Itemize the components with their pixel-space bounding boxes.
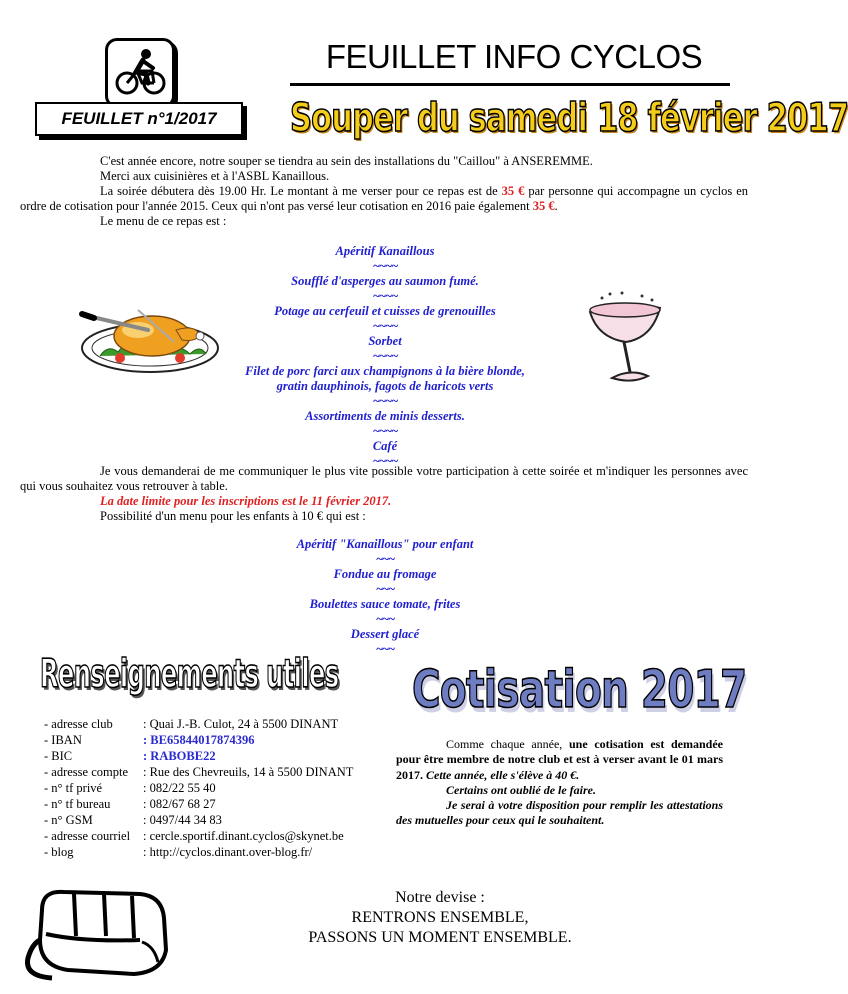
- price-text-b: par personne qui accompagne un cyclos en ordre de cotisation pour l'année 2015. Ceux qui n'ont pas versé leur cotisation en 2016 paie également: [20, 184, 748, 213]
- info-row-office-phone: [44, 796, 353, 812]
- dinner-menu: [180, 244, 590, 469]
- roast-chicken-illustration: [78, 296, 228, 378]
- menu-separator: ~~~: [375, 642, 395, 656]
- info-row-email: [44, 828, 353, 844]
- cotisation-paragraph-1: [396, 737, 723, 783]
- kids-menu-intro: Possibilité d'un menu pour les enfants à 10 € qui est :: [100, 509, 366, 523]
- menu-item: Apéritif Kanaillous: [335, 244, 435, 258]
- info-row-iban: [44, 732, 353, 748]
- info-row-club-address: [44, 716, 353, 732]
- kids-menu-item: Apéritif "Kanaillous" pour enfant: [296, 537, 474, 551]
- price-2: 35 €: [532, 199, 555, 213]
- intro-line-2: Merci aux cuisinières et à l'ASBL Kanaillous.: [100, 169, 330, 183]
- info-label: - n° tf privé: [44, 781, 103, 795]
- info-label: - n° GSM: [44, 813, 93, 827]
- contact-info-list: [44, 716, 353, 860]
- cotisation-p1-c: .: [420, 767, 426, 782]
- title-rule: [290, 83, 730, 86]
- registration-text: Je vous demanderai de me communiquer le plus vite possible votre participation à cette soirée et m'indiquer les personnes avec qui vous souhaitez vous retrouver à table.: [20, 464, 748, 493]
- deadline-notice: La date limite pour les inscriptions est le 11 février 2017.: [100, 494, 392, 508]
- info-label: - adresse compte: [44, 765, 128, 779]
- menu-item: gratin dauphinois, fagots de haricots verts: [276, 379, 494, 393]
- menu-separator: ~~~~: [372, 394, 398, 408]
- info-value: : 082/67 68 27: [143, 797, 216, 811]
- info-label: - adresse club: [44, 717, 113, 731]
- menu-item: Soufflé d'asperges au saumon fumé.: [291, 274, 479, 288]
- page-title: FEUILLET INFO CYCLOS: [325, 38, 703, 75]
- email-value: : cercle.sportif.dinant.cyclos@skynet.be: [143, 829, 344, 843]
- info-row-private-phone: [44, 780, 353, 796]
- event-banner: Souper du samedi 18 février 2017: [290, 96, 848, 141]
- bic-value: : RABOBE22: [143, 749, 216, 763]
- cotisation-p1-b: une cotisation est demandée pour être membre de notre club et est à verser avant le 01 mars 2017: [396, 737, 723, 782]
- price-text-a: La soirée débutera dès 19.00 Hr. Le montant à me verser pour ce repas est de: [100, 184, 502, 198]
- cotisation-p1-a: Comme chaque année,: [446, 737, 569, 751]
- menu-separator: ~~~~: [372, 289, 398, 303]
- cotisation-text: [396, 737, 723, 829]
- cotisation-heading: Cotisation 2017: [412, 660, 747, 720]
- registration-info: [20, 464, 748, 524]
- info-row-blog: [44, 844, 353, 860]
- price-text-c: .: [554, 199, 558, 213]
- menu-item: Café: [372, 439, 398, 453]
- motto-line-1: Notre devise :: [395, 889, 485, 906]
- menu-item: Filet de porc farci aux champignons à la bière blonde,: [245, 364, 525, 378]
- info-value: : 082/22 55 40: [143, 781, 216, 795]
- intro: [20, 154, 748, 229]
- cotisation-paragraph-3: Je serai à votre disposition pour remplir les attestations des mutuelles pour ceux qui le souhaitent.: [396, 798, 723, 828]
- menu-separator: ~~~~: [372, 424, 398, 438]
- menu-separator: ~~~: [375, 612, 395, 626]
- info-label: - n° tf bureau: [44, 797, 111, 811]
- fist-illustration: [22, 880, 182, 980]
- kids-menu-item: Boulettes sauce tomate, frites: [309, 597, 461, 611]
- info-row-account-address: [44, 764, 353, 780]
- motto-line-2: RENTRONS ENSEMBLE,: [351, 909, 529, 926]
- intro-price-paragraph: [20, 184, 748, 214]
- menu-separator: ~~~~: [372, 319, 398, 333]
- cyclist-logo: [105, 38, 175, 108]
- menu-separator: ~~~~: [372, 259, 398, 273]
- info-value: : Rue des Chevreuils, 14 à 5500 DINANT: [143, 765, 354, 779]
- iban-value: : BE65844017874396: [143, 733, 255, 747]
- menu-separator: ~~~: [375, 552, 395, 566]
- renseignements-heading: Renseignements utiles: [40, 652, 339, 697]
- cotisation-paragraph-2: Certains ont oublié de le faire.: [446, 782, 596, 797]
- menu-separator: ~~~~: [372, 349, 398, 363]
- menu-item: Potage au cerfeuil et cuisses de grenouilles: [274, 304, 496, 318]
- info-row-gsm: [44, 812, 353, 828]
- menu-item: Assortiments de minis desserts.: [305, 409, 465, 423]
- info-label: - adresse courriel: [44, 829, 131, 843]
- cotisation-amount: Cette année, elle s'élève à 40 €.: [426, 767, 580, 782]
- issue-label: FEUILLET n°1/2017: [35, 102, 243, 136]
- info-value: : 0497/44 34 83: [143, 813, 222, 827]
- motto-line-3: PASSONS UN MOMENT ENSEMBLE.: [308, 929, 572, 946]
- info-value: : Quai J.-B. Culot, 24 à 5500 DINANT: [143, 717, 339, 731]
- info-row-bic: [44, 748, 353, 764]
- price: 35 €: [501, 184, 525, 198]
- kids-menu-item: Fondue au fromage: [333, 567, 437, 581]
- menu-separator: ~~~: [375, 582, 395, 596]
- menu-item: Sorbet: [368, 334, 402, 348]
- info-label: - blog: [44, 845, 74, 859]
- intro-line-4: Le menu de ce repas est :: [100, 214, 227, 228]
- intro-line-1: C'est année encore, notre souper se tiendra au sein des installations du "Caillou" à ANSEREMME.: [100, 154, 593, 168]
- kids-menu-item: Dessert glacé: [350, 627, 420, 641]
- cyclist-icon: [108, 41, 172, 105]
- motto: [270, 888, 610, 948]
- menu-separator: ~~~~: [372, 454, 398, 468]
- blog-value: : http://cyclos.dinant.over-blog.fr/: [143, 845, 313, 859]
- info-label: - IBAN: [44, 733, 82, 747]
- info-label: - BIC: [44, 749, 73, 763]
- kids-menu: [180, 537, 590, 657]
- champagne-glass-illustration: [582, 290, 672, 390]
